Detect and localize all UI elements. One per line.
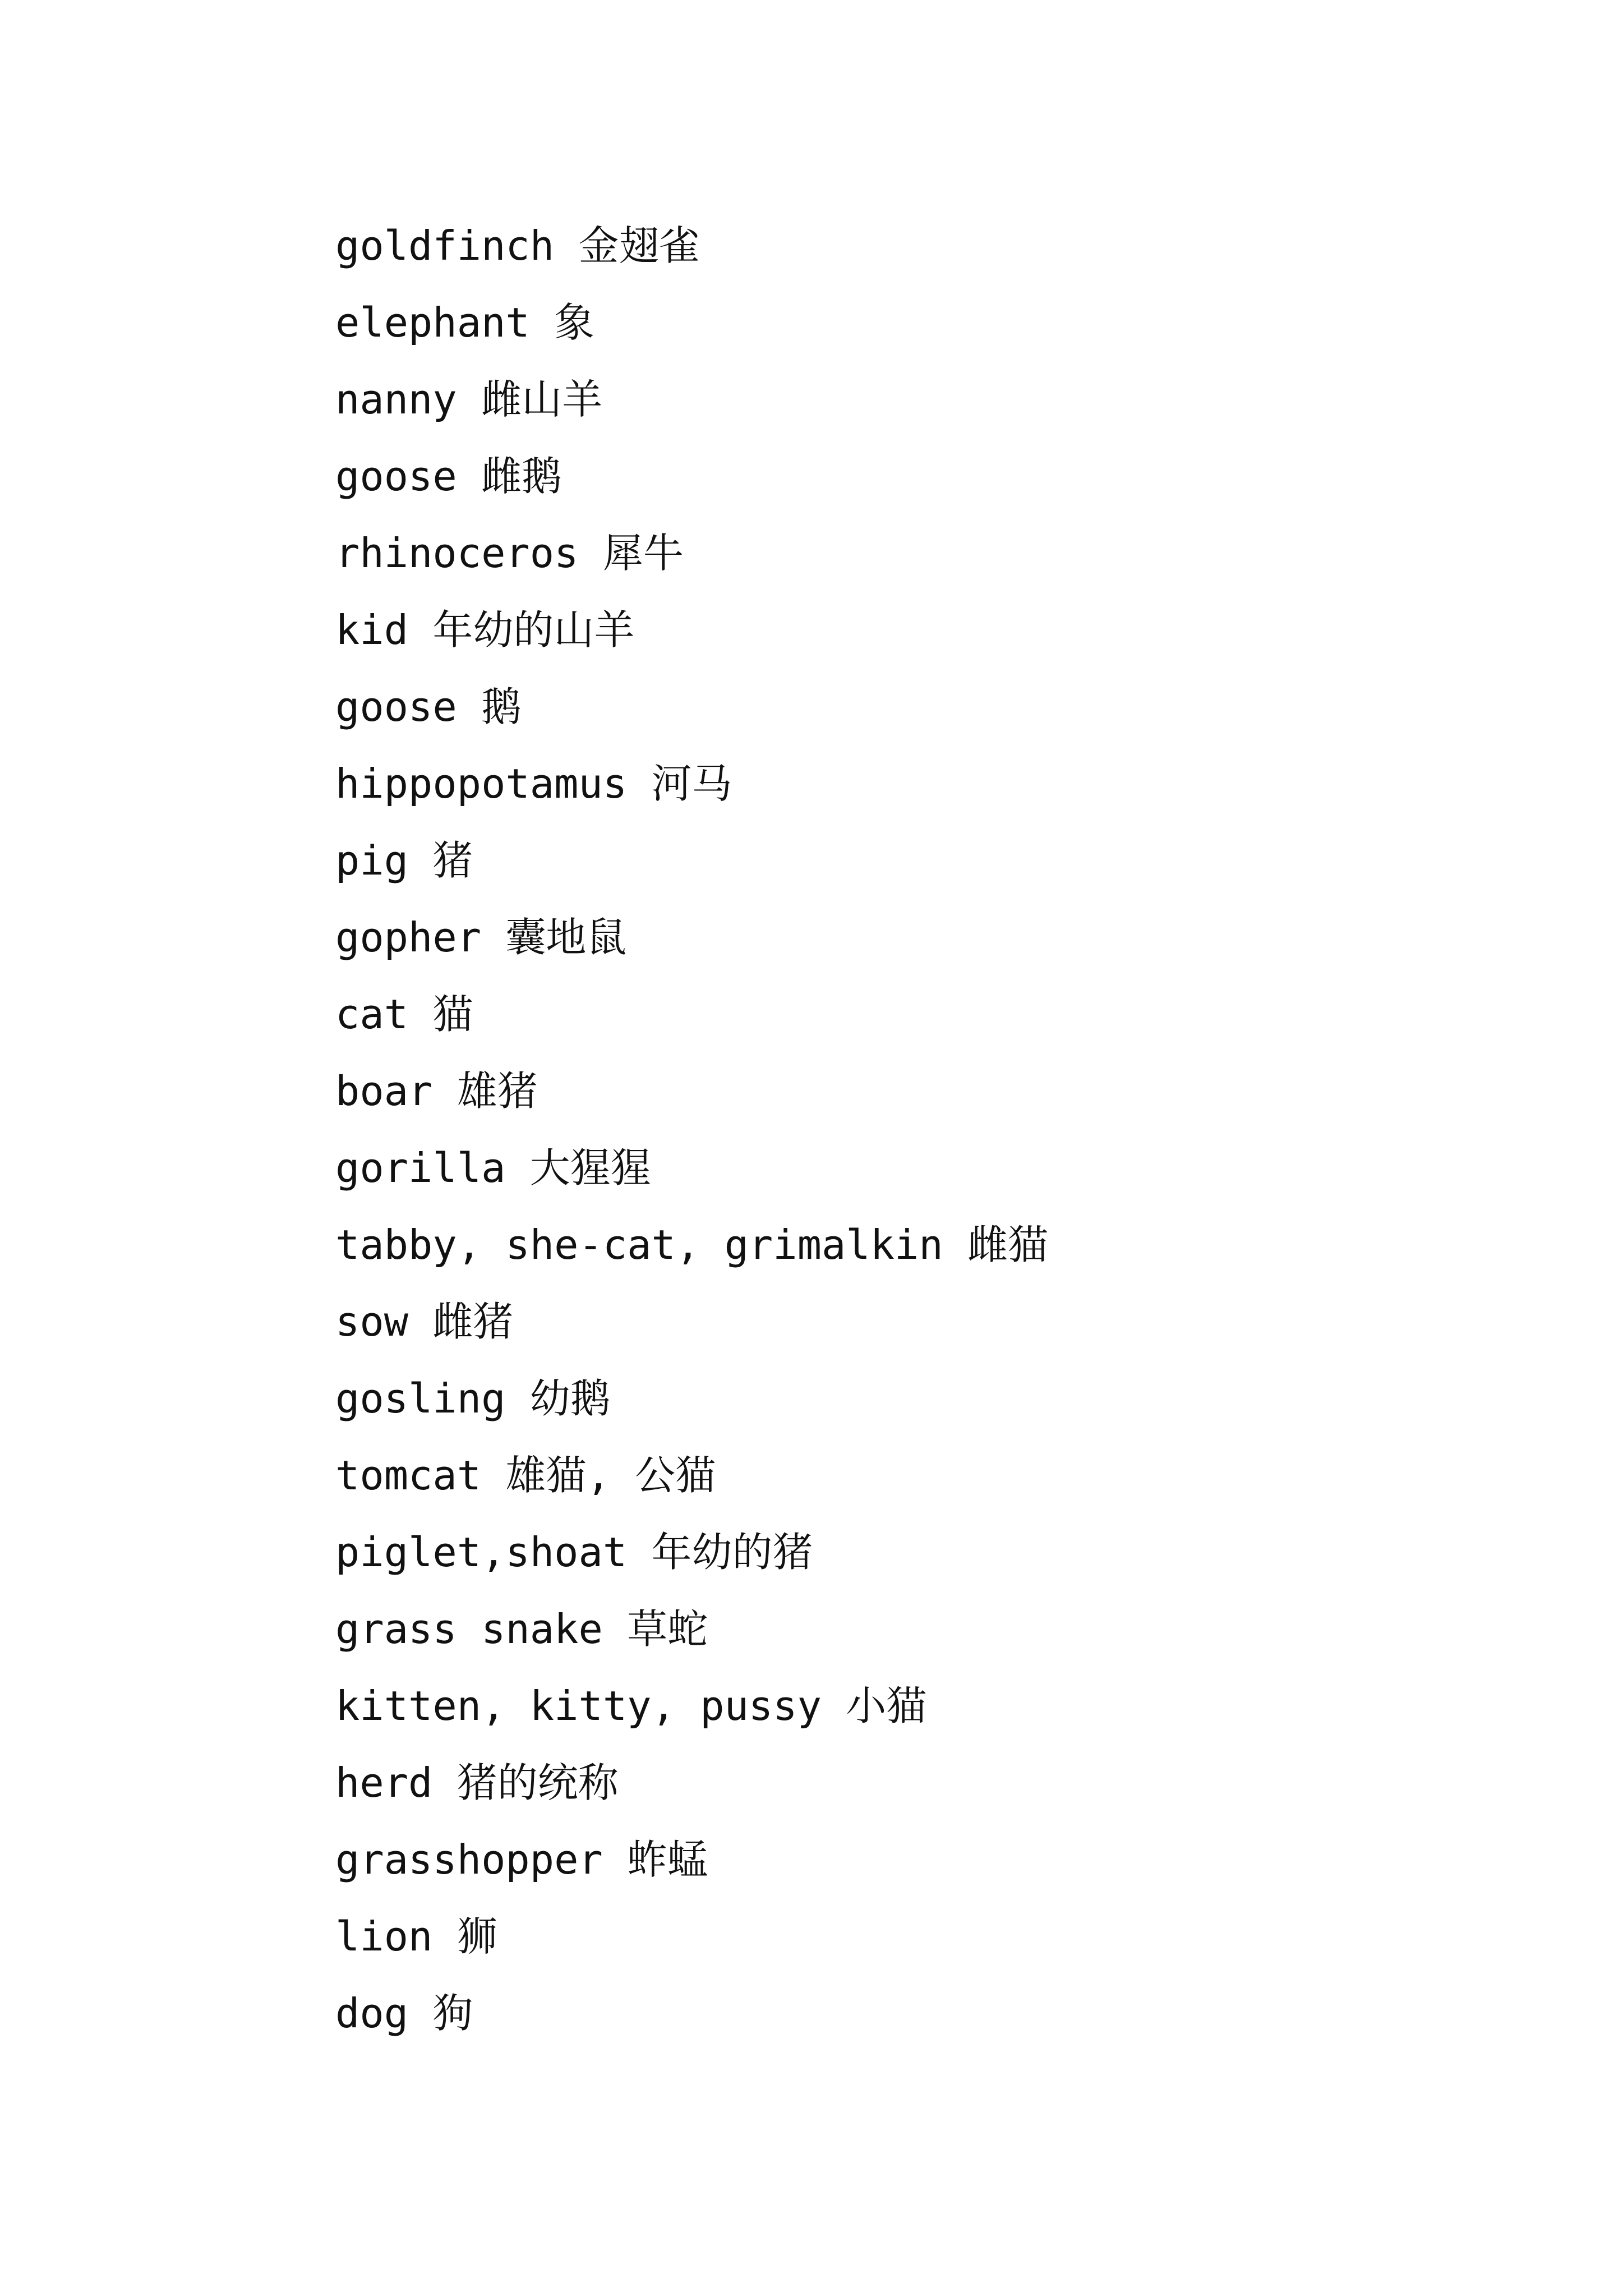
vocab-entry-rhinoceros: rhinoceros 犀牛 — [335, 530, 684, 577]
vocab-entry-kitten: kitten, kitty, pussy 小猫 — [335, 1682, 927, 1729]
vocab-entry-tomcat: tomcat 雄猫, 公猫 — [335, 1452, 716, 1499]
vocab-entry-piglet: piglet,shoat 年幼的猪 — [335, 1529, 813, 1576]
vocab-entry-goose-female: goose 雌鹅 — [335, 453, 562, 500]
vocab-entry-tabby: tabby, she-cat, grimalkin 雌猫 — [335, 1221, 1049, 1268]
vocab-entry-nanny: nanny 雌山羊 — [335, 376, 603, 423]
vocab-entry-hippopotamus: hippopotamus 河马 — [335, 760, 732, 807]
vocab-entry-grasshopper: grasshopper 蚱蜢 — [335, 1836, 708, 1883]
vocab-entry-goldfinch: goldfinch 金翅雀 — [335, 222, 700, 269]
vocab-entry-elephant: elephant 象 — [335, 299, 595, 346]
vocab-entry-herd: herd 猪的统称 — [335, 1759, 619, 1806]
vocab-entry-boar: boar 雄猪 — [335, 1068, 538, 1115]
vocab-entry-goose: goose 鹅 — [335, 683, 522, 730]
vocab-entry-pig: pig 猪 — [335, 837, 473, 884]
vocab-entry-gorilla: gorilla 大猩猩 — [335, 1144, 651, 1191]
vocab-entry-cat: cat 猫 — [335, 991, 473, 1038]
vocab-entry-grass-snake: grass snake 草蛇 — [335, 1605, 708, 1653]
vocab-entry-gopher: gopher 囊地鼠 — [335, 914, 627, 961]
vocab-entry-dog: dog 狗 — [335, 1990, 473, 2037]
vocab-entry-sow: sow 雌猪 — [335, 1298, 514, 1345]
vocab-entry-lion: lion 狮 — [335, 1913, 497, 1960]
vocab-entry-kid: kid 年幼的山羊 — [335, 606, 635, 654]
vocabulary-list — [335, 208, 1048, 2052]
vocab-entry-gosling: gosling 幼鹅 — [335, 1375, 611, 1422]
